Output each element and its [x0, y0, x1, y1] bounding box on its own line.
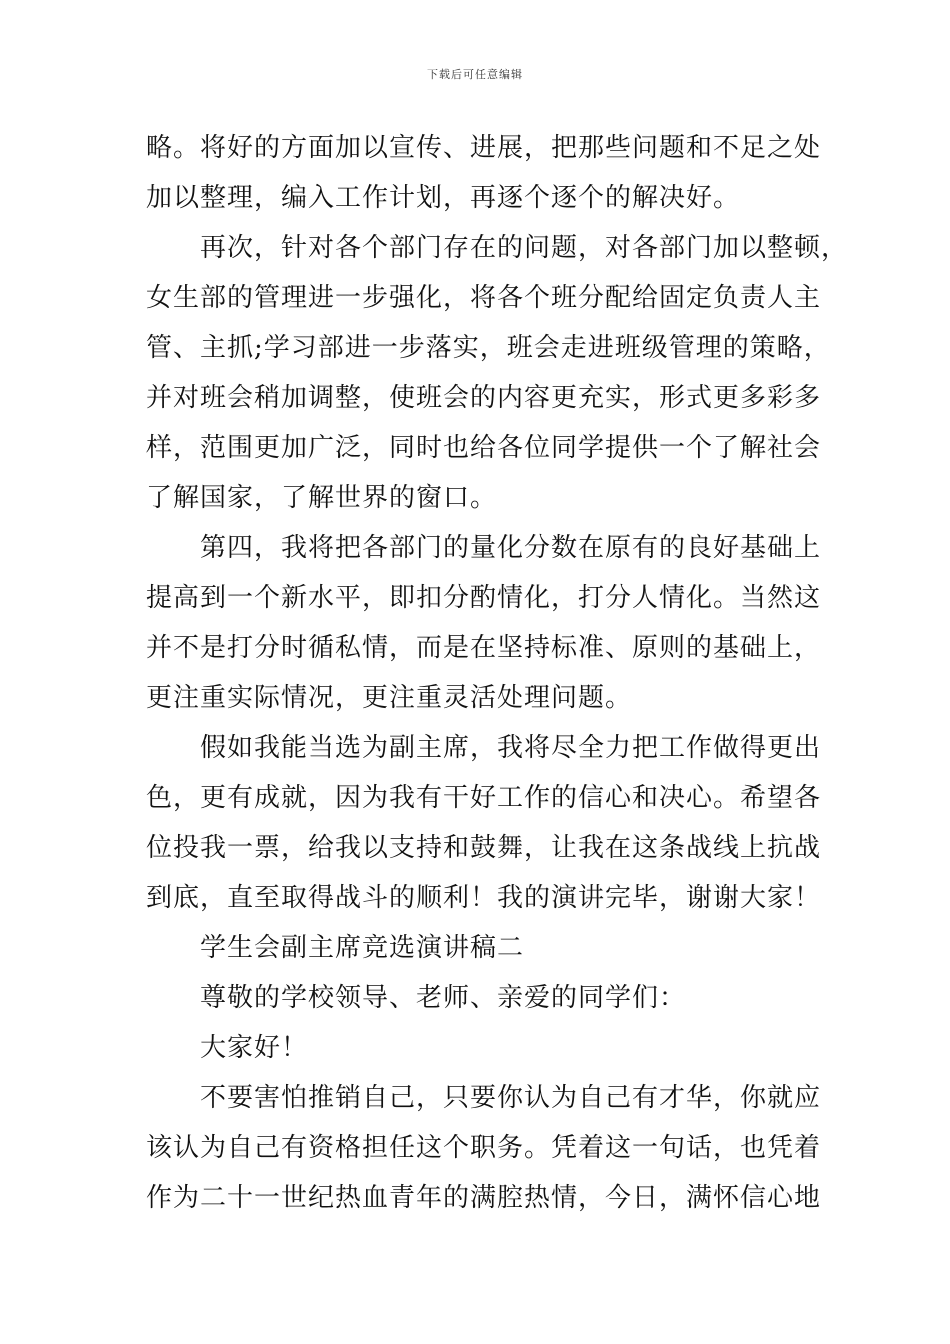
body-line: 更注重实际情况，更注重灵活处理问题。 [146, 683, 633, 713]
body-line: 假如我能当选为副主席，我将尽全力把工作做得更出 [200, 733, 822, 763]
section-title: 学生会副主席竞选演讲稿二 [200, 933, 525, 963]
page-header: 下载后可任意编辑 [427, 68, 523, 81]
body-line: 第四，我将把各部门的量化分数在原有的良好基础上 [200, 533, 822, 563]
salutation: 尊敬的学校领导、老师、亲爱的同学们： [200, 983, 687, 1013]
body-line: 加以整理，编入工作计划，再逐个逐个的解决好。 [146, 183, 741, 213]
body-line: 样，范围更加广泛，同时也给各位同学提供一个了解社会 [146, 433, 822, 463]
body-line: 并对班会稍加调整，使班会的内容更充实，形式更多彩多 [146, 383, 822, 413]
body-line: 色，更有成就，因为我有干好工作的信心和决心。希望各 [146, 783, 822, 813]
body-line: 了解国家，了解世界的窗口。 [146, 483, 498, 513]
body-line: 作为二十一世纪热血青年的满腔热情，今日，满怀信心地 [146, 1183, 822, 1213]
body-line: 提高到一个新水平，即扣分酌情化，打分人情化。当然这 [146, 583, 822, 613]
body-line: 略。将好的方面加以宣传、进展，把那些问题和不足之处 [146, 133, 822, 163]
body-line: 管、主抓;学习部进一步落实，班会走进班级管理的策略， [146, 333, 831, 363]
greeting: 大家好！ [200, 1033, 309, 1063]
body-line: 该认为自己有资格担任这个职务。凭着这一句话，也凭着 [146, 1133, 822, 1163]
body-line: 位投我一票，给我以支持和鼓舞，让我在这条战线上抗战 [146, 833, 822, 863]
body-line: 再次，针对各个部门存在的问题，对各部门加以整顿， [200, 233, 849, 263]
body-line: 女生部的管理进一步强化，将各个班分配给固定负责人主 [146, 283, 822, 313]
body-line: 到底，直至取得战斗的顺利！我的演讲完毕，谢谢大家！ [146, 883, 822, 913]
body-line: 不要害怕推销自己，只要你认为自己有才华，你就应 [200, 1083, 822, 1113]
body-line: 并不是打分时循私情，而是在坚持标准、原则的基础上， [146, 633, 822, 663]
